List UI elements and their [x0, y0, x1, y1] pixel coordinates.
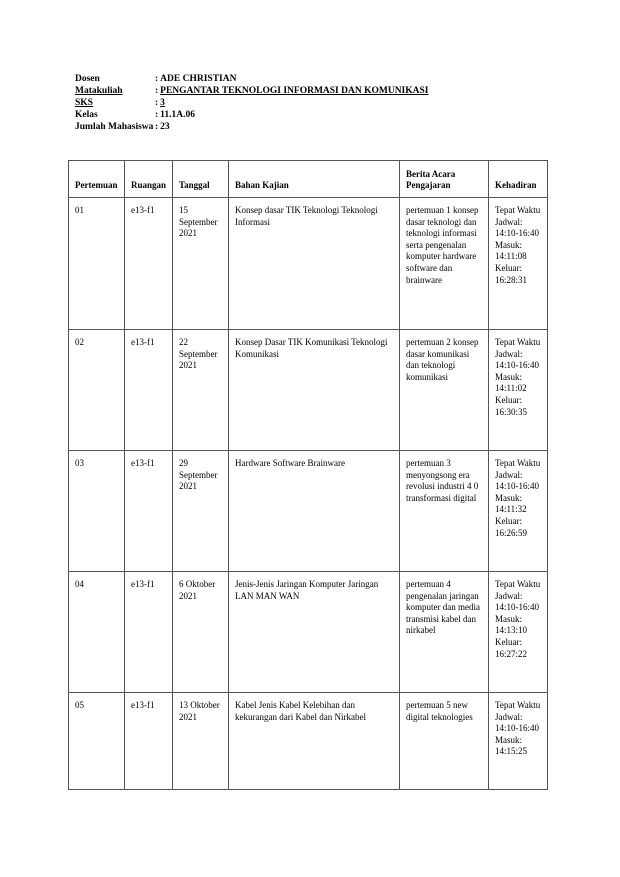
cell-kehadiran [489, 198, 548, 330]
cell-pertemuan: 02 [69, 330, 125, 451]
cell-ruangan: e13-f1 [125, 572, 173, 693]
cell-berita-acara: pertemuan 4 pengenalan jaringan komputer dan media transmisi kabel dan nirkabel [400, 572, 489, 693]
kehadiran-jadwal: Jadwal: 14:10-16:40 [495, 590, 539, 613]
cell-tanggal: 22 September 2021 [173, 330, 229, 451]
header-value-sks: 3 [160, 98, 165, 108]
cell-ruangan: e13-f1 [125, 693, 173, 790]
table-row [69, 451, 548, 572]
cell-berita-acara: pertemuan 1 konsep dasar teknologi dan teknologi informasi serta pengenalan komputer hardware software dan brainware [400, 198, 489, 330]
column-header-pertemuan: Pertemuan [69, 161, 125, 198]
course-info-header [75, 73, 428, 133]
attendance-table [68, 160, 548, 790]
table-row [69, 330, 548, 451]
header-row-dosen: Dosen : ADE CHRISTIAN [75, 74, 237, 84]
cell-berita-acara: pertemuan 5 new digital teknologies [400, 693, 489, 790]
kehadiran-keluar: Keluar: 16:27:22 [495, 636, 528, 659]
kehadiran-jadwal: Jadwal: 14:10-16:40 [495, 711, 539, 734]
header-row-jumlah-mahasiswa: Jumlah Mahasiswa : 23 [75, 122, 170, 132]
cell-bahan-kajian: Jenis-Jenis Jaringan Komputer Jaringan LAN MAN WAN [229, 572, 400, 693]
kehadiran-masuk: Masuk: 14:11:02 [495, 371, 527, 394]
cell-pertemuan: 05 [69, 693, 125, 790]
cell-tanggal: 13 Oktober 2021 [173, 693, 229, 790]
cell-tanggal: 6 Oktober 2021 [173, 572, 229, 693]
kehadiran-jadwal: Jadwal: 14:10-16:40 [495, 469, 539, 492]
kehadiran-status: Tepat Waktu [495, 700, 541, 710]
column-header-tanggal: Tanggal [173, 161, 229, 198]
cell-ruangan: e13-f1 [125, 451, 173, 572]
header-row-matakuliah: Matakuliah : PENGANTAR TEKNOLOGI INFORMASI DAN KOMUNIKASI [75, 86, 429, 96]
kehadiran-status: Tepat Waktu [495, 579, 541, 589]
kehadiran-masuk: Masuk: 14:11:32 [495, 492, 527, 515]
header-value-dosen: ADE CHRISTIAN [160, 74, 237, 84]
table-row [69, 693, 548, 790]
cell-berita-acara: pertemuan 2 konsep dasar komunikasi dan teknologi komunikasi [400, 330, 489, 451]
cell-berita-acara: pertemuan 3 menyongsong era revolusi industri 4 0 transformasi digital [400, 451, 489, 572]
cell-bahan-kajian: Kabel Jenis Kabel Kelebihan dan kekurangan dari Kabel dan Nirkabel [229, 693, 400, 790]
cell-kehadiran [489, 451, 548, 572]
table-row [69, 198, 548, 330]
kehadiran-masuk: Masuk: 14:15:25 [495, 734, 528, 757]
header-label-dosen: Dosen [75, 74, 100, 84]
kehadiran-status: Tepat Waktu [495, 458, 541, 468]
cell-ruangan: e13-f1 [125, 198, 173, 330]
cell-kehadiran [489, 330, 548, 451]
kehadiran-status: Tepat Waktu [495, 337, 541, 347]
column-header-ruangan: Ruangan [125, 161, 173, 198]
header-label-matakuliah: Matakuliah [75, 86, 123, 96]
kehadiran-jadwal: Jadwal: 14:10-16:40 [495, 348, 539, 371]
cell-ruangan: e13-f1 [125, 330, 173, 451]
table-header-row [69, 161, 548, 198]
header-row-kelas: Kelas : 11.1A.06 [75, 110, 196, 120]
kehadiran-jadwal: Jadwal: 14:10-16:40 [495, 216, 539, 239]
cell-pertemuan: 01 [69, 198, 125, 330]
header-label-jumlah-mahasiswa: Jumlah Mahasiswa [75, 122, 154, 132]
header-value-kelas: 11.1A.06 [160, 110, 196, 120]
header-value-matakuliah: PENGANTAR TEKNOLOGI INFORMASI DAN KOMUNIKASI [160, 86, 429, 96]
kehadiran-keluar: Keluar: 16:28:31 [495, 262, 528, 285]
cell-bahan-kajian: Hardware Software Brainware [229, 451, 400, 572]
table-row [69, 572, 548, 693]
cell-pertemuan: 04 [69, 572, 125, 693]
header-label-kelas: Kelas [75, 110, 98, 120]
kehadiran-keluar: Keluar: 16:30:35 [495, 394, 528, 417]
column-header-bahan-kajian: Bahan Kajian [229, 161, 400, 198]
cell-tanggal: 29 September 2021 [173, 451, 229, 572]
cell-bahan-kajian: Konsep dasar TIK Teknologi Teknologi Informasi [229, 198, 400, 330]
header-label-sks: SKS [75, 98, 93, 108]
cell-pertemuan: 03 [69, 451, 125, 572]
kehadiran-masuk: Masuk: 14:11:08 [495, 239, 527, 262]
column-header-berita-acara: Berita Acara Pengajaran [400, 161, 489, 198]
cell-bahan-kajian: Konsep Dasar TIK Komunikasi Teknologi Komunikasi [229, 330, 400, 451]
kehadiran-keluar: Keluar: 16:26:59 [495, 515, 528, 538]
kehadiran-status: Tepat Waktu [495, 205, 541, 215]
cell-kehadiran [489, 572, 548, 693]
kehadiran-masuk: Masuk: 14:13:10 [495, 613, 528, 636]
header-row-sks: SKS : 3 [75, 98, 165, 108]
header-value-jumlah-mahasiswa: 23 [160, 122, 170, 132]
cell-tanggal: 15 September 2021 [173, 198, 229, 330]
cell-kehadiran [489, 693, 548, 790]
column-header-kehadiran: Kehadiran [489, 161, 548, 198]
